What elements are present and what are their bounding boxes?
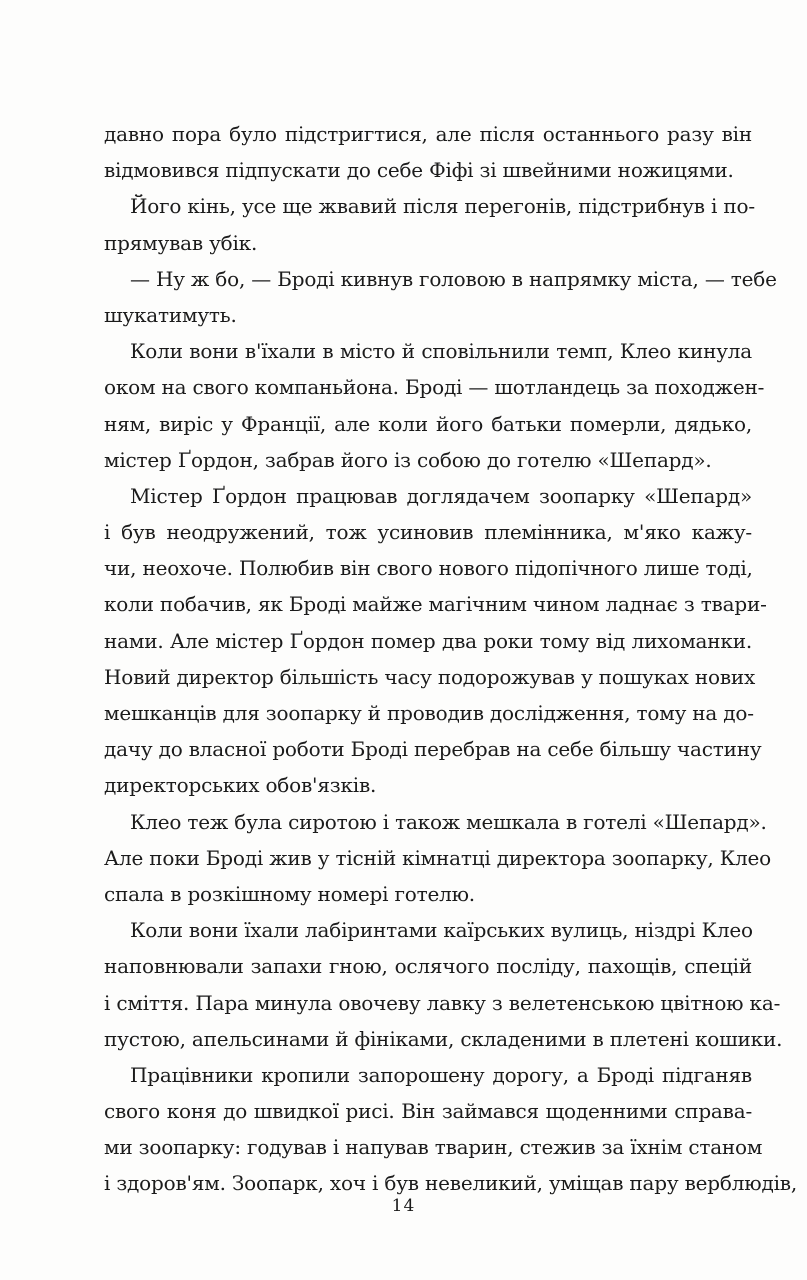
text-line: свого коня до швидкої рисі. Він займався щоденними справа-: [104, 1099, 752, 1124]
paragraph-first-line: Містер Ґордон працював доглядачем зоопарку «Шепард»: [130, 483, 752, 508]
page-number: 14: [391, 1196, 416, 1216]
paragraph-first-line: Клео теж була сиротою і також мешкала в готелі «Шепард».: [130, 809, 767, 834]
text-line: містер Ґордон, забрав його із собою до готелю «Шепард».: [104, 447, 712, 472]
text-line: давно пора було підстригтися, але після останнього разу він: [104, 122, 752, 146]
text-line: прямував убік.: [104, 230, 258, 255]
text-line: Новий директор більшість часу подорожував у пошуках нових: [104, 664, 756, 689]
text-line: спала в розкішному номері готелю.: [104, 881, 475, 906]
text-line: пустою, апельсинами й фініками, складеними в плетені кошики.: [104, 1026, 783, 1051]
text-line: мешканців для зоопарку й проводив дослідження, тому на до-: [104, 701, 754, 725]
text-line: і здоров'ям. Зоопарк, хоч і був невеликий, уміщав пару верблюдів,: [104, 1171, 797, 1196]
text-line: ми зоопарку: годував і напував тварин, стежив за їхнім станом: [104, 1135, 763, 1160]
text-line: відмовився підпускати до себе Фіфі зі швейними ножицями.: [104, 158, 734, 183]
text-line: і сміття. Пара минула овочеву лавку з велетенською цвітною ка-: [104, 990, 781, 1015]
text-line: директорських обов'язків.: [104, 773, 377, 798]
text-line: Але поки Броді жив у тісній кімнатці директора зоопарку, Клео: [104, 845, 772, 870]
text-line: нами. Але містер Ґордон помер два роки тому від лихоманки.: [104, 628, 752, 653]
body-text: [104, 116, 797, 1202]
text-line: дачу до власної роботи Броді перебрав на себе більшу частину: [104, 737, 762, 762]
text-line: наповнювали запахи гною, ослячого посліду, пахощів, спецій: [104, 954, 752, 979]
paragraph-first-line: Коли вони їхали лабіринтами каїрських вулиць, ніздрі Клео: [130, 918, 753, 943]
paragraph-first-line: Його кінь, усе ще жвавий після перегонів, підстрибнув і по-: [130, 194, 755, 219]
text-line: шукатимуть.: [104, 302, 237, 327]
text-line: і був неодружений, тож усиновив племінника, м'яко кажу-: [104, 520, 752, 545]
text-line: оком на свого компаньйона. Броді — шотландець за походжен-: [104, 375, 765, 400]
text-line: чи, неохоче. Полюбив він свого нового підопічного лише тоді,: [104, 556, 753, 581]
text-line: коли побачив, як Броді майже магічним чином ладнає з твари-: [104, 592, 767, 617]
paragraph-first-line: Коли вони в'їхали в місто й сповільнили темп, Клео кинула: [130, 339, 752, 364]
text-line: ням, виріс у Франції, але коли його батьки померли, дядько,: [104, 411, 752, 436]
paragraph-first-line: — Ну ж бо, — Броді кивнув головою в напрямку міста, — тебе: [130, 266, 777, 291]
paragraph-first-line: Працівники кропили запорошену дорогу, а Броді підганяв: [130, 1062, 752, 1087]
